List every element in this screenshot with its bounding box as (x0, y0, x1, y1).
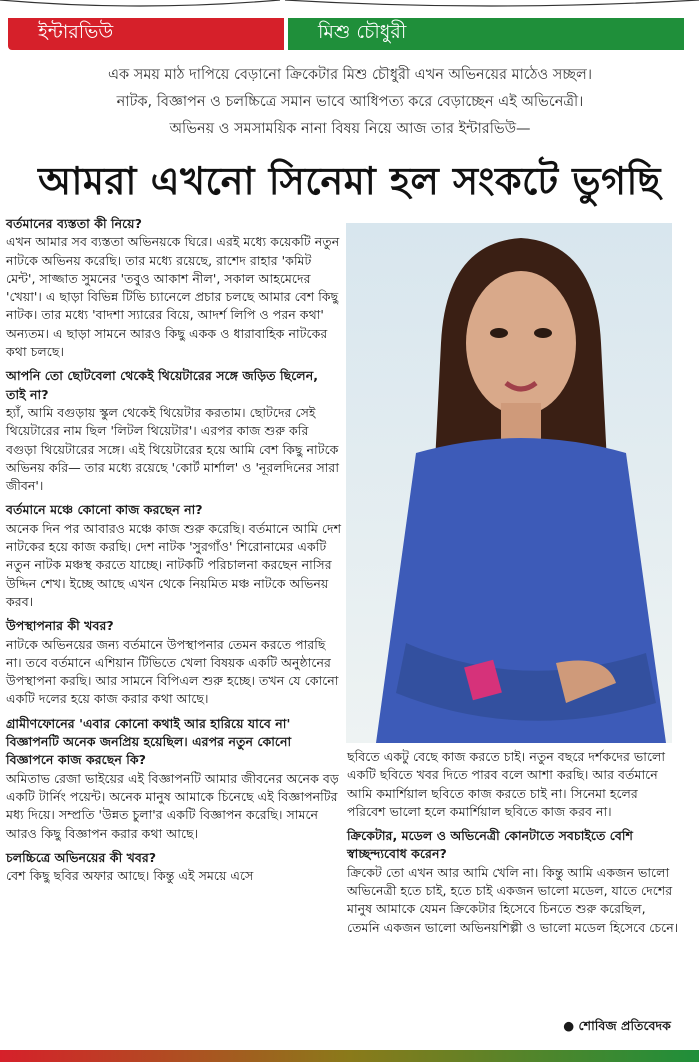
person-name-label: মিশু চৌধুরী (288, 18, 684, 50)
intro-line: এক সময় মাঠ দাপিয়ে বেড়ানো ক্রিকেটার মিশু চৌধুরী এখন অভিনয়ের মাঠেও সচ্ছল। (107, 67, 593, 83)
byline: ● শোবিজ প্রতিবেদক (563, 1018, 671, 1033)
answer: ছবিতে একটু বেছে কাজ করতে চাই। নতুন বছরে দর্শকদের ভালো একটি ছবিতে খবর দিতে পারব বলে আশা করছি। আর বর্তমানে আমি কমার্শিয়াল ছবিতে কাজ করতে চাই না। সিনেমা হলের পরিবেশ ভালো হলে কমার্শিয়াল ছবিতে কাজ করব না। (347, 749, 666, 819)
answer: নাটকে অভিনয়ের জন্য বর্তমানে উপস্থাপনার তেমন করতে পারছি না। তবে বর্তমানে এশিয়ান টিভিতে খেলা বিষয়ক একটি অনুষ্ঠানের উপস্থাপনা করছি। আর সামনে বিপিএল শুরু হচ্ছে। তখন যে কোনো একটি দলের হয়ে কাজ করার কথা আছে। (6, 636, 339, 707)
question: গ্রামীণফোনের 'এবার কোনো কথাই আর হারিয়ে যাবে না' বিজ্ঞাপনটি অনেক জনপ্রিয় হয়েছিল। এরপর নতুন কোনো বিজ্ঞাপনে কাজ করছেন কি? (6, 715, 292, 768)
answer: হ্যাঁ, আমি বগুড়ায় স্কুল থেকেই থিয়েটার করতাম। ছোটদের সেই থিয়েটারের নাম ছিল 'লিটল থিয়েটার'। এরপর কাজ শুরু করি বগুড়া থিয়েটারের সঙ্গে। এই থিয়েটারের হয়ে আমি বেশ কিছু নাটকে অভিনয় করি— তার মধ্যে রয়েছে 'কোর্ট মার্শাল' ও 'নূরলদিনের সারা জীবন'। (6, 404, 340, 494)
intro-line: অভিনয় ও সমসাময়িক নানা বিষয় নিয়ে আজ তার ইন্টারভিউ— (169, 121, 531, 137)
left-column (6, 209, 342, 889)
right-column (347, 748, 679, 941)
answer: বেশ কিছু ছবির অফার আছে। কিন্তু এই সময়ে এসে (6, 868, 254, 884)
question: আপনি তো ছোটবেলা থেকেই থিয়েটারের সঙ্গে জড়িত ছিলেন, তাই না? (6, 368, 318, 402)
answer: অনেক দিন পর আবারও মঞ্চে কাজ শুরু করেছি। বর্তমানে আমি দেশ নাটকের হয়ে কাজ করছি। দেশ নাটক 'সুরগাঁও' শিরোনামের একটি নতুন নাটক মঞ্চস্থ করতে যাচ্ছে। নাটকটি পরিচালনা করছেন নাসির উদ্দিন শেখ। ইচ্ছে আছে এখন থেকে নিয়মিত মঞ্চ নাটকে অভিনয় করব। (6, 520, 342, 609)
intro-paragraph (10, 62, 690, 143)
answer: ক্রিকেট তো এখন আর আমি খেলি না। কিন্তু আমি একজন ভালো অভিনেত্রী হতে চাই, হতে চাই একজন ভালো মডেল, যাতে দেশের মানুষ আমাকে যেমন ক্রিকেটার হিসেবে চিনতে শুরু করেছিল, তেমনি একজন ভালো অভিনয়শিল্পী ও ভালো মডেল হিসেবে চেনে। (347, 864, 679, 935)
portrait-photo (346, 223, 672, 743)
intro-line: নাটক, বিজ্ঞাপন ও চলচ্চিত্রে সমান ভাবে আধিপত্য করে বেড়াচ্ছেন এই অভিনেত্রী। (116, 94, 584, 110)
bottom-color-bar (0, 1050, 699, 1062)
answer: অমিতাভ রেজা ভাইয়ের এই বিজ্ঞাপনটি আমার জীবনের অনেক বড় একটি টার্নিং পয়েন্ট। অনেক মানুষ আমাকে চিনেছে এই বিজ্ঞাপনটির মধ্য দিয়ে। সম্প্রতি 'উন্নত চুলা'র একটি বিজ্ঞাপন করেছি। সামনে আরও কিছু বিজ্ঞাপন করার কথা আছে। (6, 770, 339, 841)
question: বর্তমানে মঞ্চে কোনো কাজ করছেন না? (6, 502, 203, 518)
headline: আমরা এখনো সিনেমা হল সংকটে ভুগছি (38, 159, 661, 203)
question: উপস্থাপনার কী খবর? (6, 618, 114, 634)
answer: এখন আমার সব ব্যস্ততা অভিনয়কে ঘিরে। এরই মধ্যে কয়েকটি নতুন নাটকে অভিনয় করেছি। তার মধ্যে রয়েছে, রাশেদ রাহার 'কমিট মেন্ট', সাজ্জাত সুমনের 'তবুও আকাশ নীল', সকাল আহমেদের 'খেয়া'। এ ছাড়া বিভিন্ন টিভি চ্যানেলে প্রচার চলছে আমার বেশ কিছু নাটক। তার মধ্যে 'বাদশা স্যারের বিয়ে, আদর্শ লিপি ও পরন কথা' অন্যতম। এ ছাড়া সামনে আরও কিছু একক ও ধারাবাহিক নাটকের কথা চলছে। (6, 234, 340, 360)
question: ক্রিকেটার, মডেল ও অভিনেত্রী কোনটাতে সবচাইতে বেশি স্বাচ্ছন্দ্যবোধ করেন? (347, 828, 633, 862)
top-decorative-border (0, 0, 699, 10)
question: চলচ্চিত্রে অভিনয়ের কী খবর? (6, 849, 157, 865)
question: বর্তমানের ব্যস্ততা কী নিয়ে? (6, 216, 142, 231)
section-label: ইন্টারভিউ (8, 18, 284, 50)
